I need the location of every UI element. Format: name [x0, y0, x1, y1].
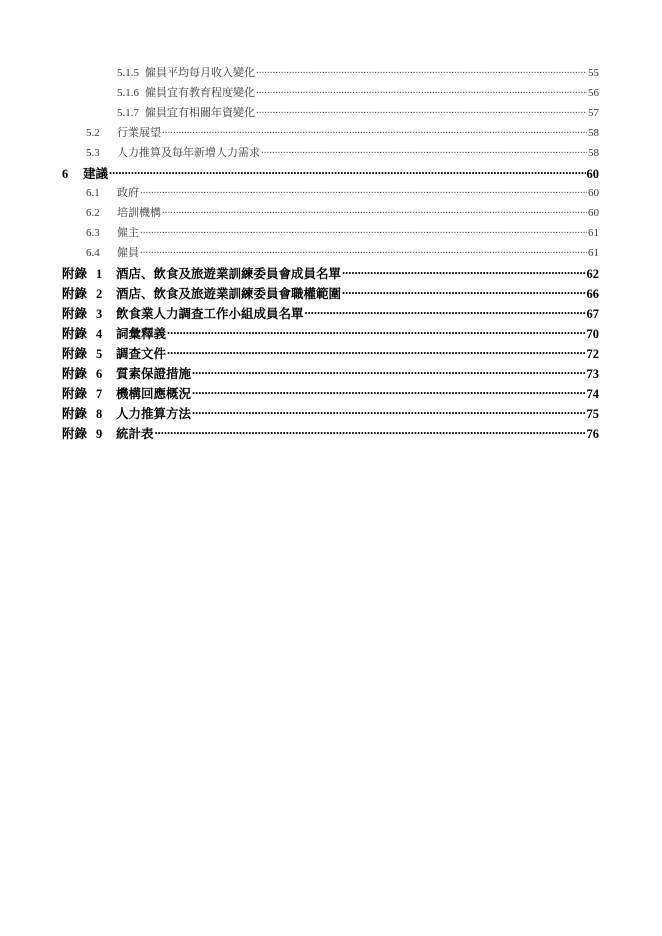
toc-entry-page: 74: [586, 387, 599, 401]
toc-entry-appendix-2[interactable]: [62, 284, 599, 304]
dot-leader: [167, 326, 585, 339]
toc-entry-6-3[interactable]: [62, 224, 599, 244]
appendix-number: 2: [96, 287, 103, 301]
dot-leader: [192, 386, 585, 399]
toc-entry-page: 60: [588, 187, 599, 199]
toc-entry-5-1-6[interactable]: [62, 84, 599, 104]
dot-leader: [192, 406, 585, 419]
toc-entry-page: 58: [588, 147, 599, 159]
dot-leader: [192, 366, 585, 379]
toc-entry-number: 5.3: [86, 147, 100, 159]
toc-entry-title: 飲食業人力調查工作小組成員名單: [116, 307, 304, 321]
toc-entry-title: 機構回應概況: [116, 387, 192, 401]
toc-entry-number: [62, 384, 116, 402]
toc-entry-page: 57: [588, 107, 599, 119]
toc-entry-page: 66: [586, 287, 599, 301]
appendix-number: 1: [96, 267, 103, 281]
toc-entry-page: 73: [586, 367, 599, 381]
toc-entry-number: [62, 264, 116, 282]
dot-leader: [167, 346, 585, 359]
toc-entry-appendix-4[interactable]: [62, 324, 599, 344]
appendix-number: 9: [96, 427, 103, 441]
toc-entry-5-1-7[interactable]: [62, 104, 599, 124]
appendix-label: 附錄: [62, 347, 88, 361]
appendix-number: 6: [96, 367, 103, 381]
toc-entry-number: [62, 284, 116, 302]
toc-entry-title: 僱員: [117, 247, 139, 259]
appendix-label: 附錄: [62, 267, 88, 281]
toc-entry-page: 58: [588, 127, 599, 139]
appendix-label: 附錄: [62, 387, 88, 401]
toc-entry-6-4[interactable]: [62, 244, 599, 264]
toc-entry-number: 6.3: [86, 227, 100, 239]
appendix-label: 附錄: [62, 307, 88, 321]
toc-entry-title: 僱員宜有教育程度變化: [145, 87, 255, 99]
appendix-number: 3: [96, 307, 103, 321]
toc-entry-page: 62: [586, 267, 599, 281]
toc-entry-number: 5.1.6: [117, 87, 139, 99]
toc-entry-title: 酒店、飲食及旅遊業訓練委員會職權範圍: [116, 287, 342, 301]
toc-entry-6-1[interactable]: [62, 184, 599, 204]
appendix-label: 附錄: [62, 327, 88, 341]
toc-entry-title: 人力推算方法: [116, 407, 192, 421]
toc-entry-title: 質素保證措施: [116, 367, 192, 381]
toc-entry-appendix-5[interactable]: [62, 344, 599, 364]
toc-entry-title: 調查文件: [116, 347, 167, 361]
appendix-number: 5: [96, 347, 103, 361]
toc-entry-number: 5.1.5: [117, 67, 139, 79]
dot-leader: [155, 426, 586, 439]
toc-entry-page: 56: [588, 87, 599, 99]
toc-entry-5-3[interactable]: [62, 144, 599, 164]
toc-entry-number: [62, 424, 116, 442]
toc-entry-number: [62, 364, 116, 382]
toc-entry-title: 僱員平均每月收入變化: [145, 67, 255, 79]
toc-entry-page: 61: [588, 227, 599, 239]
appendix-number: 4: [96, 327, 103, 341]
toc-entry-number: [62, 344, 116, 362]
toc-entry-title: 人力推算及每年新增人力需求: [117, 147, 260, 159]
toc-entry-title: 僱員宜有相關年資變化: [145, 107, 255, 119]
table-of-contents: [62, 64, 599, 444]
dot-leader: [256, 105, 587, 116]
toc-entry-appendix-6[interactable]: [62, 364, 599, 384]
toc-entry-chapter-6[interactable]: [62, 164, 599, 184]
toc-entry-title: 培訓機構: [117, 207, 161, 219]
dot-leader: [305, 306, 586, 319]
appendix-number: 8: [96, 407, 103, 421]
toc-entry-page: 75: [586, 407, 599, 421]
dot-leader: [342, 266, 585, 279]
toc-entry-page: 61: [588, 247, 599, 259]
toc-entry-title: 行業展望: [117, 127, 161, 139]
toc-entry-title: 詞彙釋義: [116, 327, 167, 341]
toc-entry-appendix-7[interactable]: [62, 384, 599, 404]
toc-entry-appendix-3[interactable]: [62, 304, 599, 324]
toc-entry-page: 70: [586, 327, 599, 341]
appendix-label: 附錄: [62, 367, 88, 381]
toc-entry-title: 政府: [117, 187, 139, 199]
toc-entry-title: 建議: [83, 167, 109, 181]
toc-entry-title: 統計表: [116, 427, 154, 441]
toc-entry-title: 僱主: [117, 227, 139, 239]
toc-entry-page: 76: [586, 427, 599, 441]
dot-leader: [261, 145, 587, 156]
toc-entry-number: 6.2: [86, 207, 100, 219]
appendix-label: 附錄: [62, 427, 88, 441]
toc-entry-number: 6.1: [86, 187, 100, 199]
toc-entry-number: 5.1.7: [117, 107, 139, 119]
toc-entry-number: 6.4: [86, 247, 100, 259]
dot-leader: [256, 65, 587, 76]
toc-entry-appendix-8[interactable]: [62, 404, 599, 424]
toc-entry-number: [62, 404, 116, 422]
toc-entry-page: 60: [588, 207, 599, 219]
toc-entry-5-1-5[interactable]: [62, 64, 599, 84]
appendix-label: 附錄: [62, 407, 88, 421]
dot-leader: [140, 225, 587, 236]
toc-entry-number: [62, 304, 116, 322]
toc-entry-number: [62, 324, 116, 342]
appendix-number: 7: [96, 387, 103, 401]
toc-entry-appendix-9[interactable]: [62, 424, 599, 444]
dot-leader: [140, 245, 587, 256]
dot-leader: [109, 166, 585, 179]
dot-leader: [256, 85, 587, 96]
toc-entry-6-2[interactable]: [62, 204, 599, 224]
toc-entry-title: 酒店、飲食及旅遊業訓練委員會成員名單: [116, 267, 342, 281]
appendix-label: 附錄: [62, 287, 88, 301]
toc-entry-page: 55: [588, 67, 599, 79]
dot-leader: [162, 205, 587, 216]
toc-entry-page: 72: [586, 347, 599, 361]
toc-entry-page: 67: [586, 307, 599, 321]
dot-leader: [162, 125, 587, 136]
toc-entry-page: 60: [586, 167, 599, 181]
dot-leader: [342, 286, 585, 299]
toc-entry-number: 5.2: [86, 127, 100, 139]
toc-entry-number: 6: [62, 167, 69, 181]
toc-entry-appendix-1[interactable]: [62, 264, 599, 284]
dot-leader: [140, 185, 587, 196]
toc-entry-5-2[interactable]: [62, 124, 599, 144]
